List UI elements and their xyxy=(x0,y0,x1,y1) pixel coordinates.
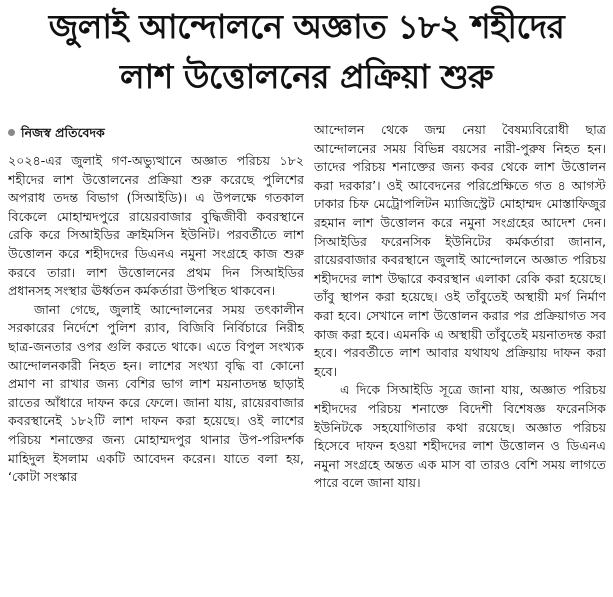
article-column-left xyxy=(8,152,304,592)
body-paragraph: ২০২৪-এর জুলাই গণ-অভ্যুত্থানে অজ্ঞাত পরিচয় ১৮২ শহীদের লাশ উত্তোলনের প্রক্রিয়া শুরু করেছে পুলিশের অপরাধ তদন্ত বিভাগ (সিআইডি)। এ উপলক্ষে গতকাল বিকেলে মোহাম্মদপুরে রায়েরবাজার বুদ্ধিজীবী কবরস্থানে রেকি করে সিআইডির ক্রাইমসিন ইউনিট। পরবর্তীতে লাশ উত্তোলন করে শহীদদের ডিএনএ নমুনা সংগ্রহে কাজ শুরু করবে তারা। লাশ উত্তোলনের প্রথম দিন সিআইডির প্রধানসহ সংস্থার ঊর্ধ্বতন কর্মকর্তারা উপস্থিত থাকবেন। xyxy=(8,153,304,299)
byline xyxy=(8,124,308,142)
article-column-right xyxy=(314,121,606,591)
headline-line-2: লাশ উত্তোলনের প্রক্রিয়া শুরু xyxy=(120,57,493,96)
bullet-icon xyxy=(8,129,15,136)
body-paragraph: এ দিকে সিআইডি সূত্রে জানা যায়, অজ্ঞাত পরিচয় শহীদদের পরিচয় শনাক্তে বিদেশী বিশেষজ্ঞ ফরেনসিক ইউনিটকে সহযোগিতার কথা রয়েছে। অজ্ঞাত পরিচয় হিসেবে দাফন হওয়া শহীদদের লাশ উত্তোলন ও ডিএনএ নমুনা সংগ্রহে অন্তত এক মাস বা তারও বেশি সময় লাগতে পারে বলে জানা যায়। xyxy=(314,382,606,491)
headline xyxy=(0,2,613,102)
headline-line-1: জুলাই আন্দোলনে অজ্ঞাত ১৮২ শহীদের xyxy=(48,7,565,46)
body-paragraph: আন্দোলন থেকে জন্ম নেয়া বৈষম্যবিরোধী ছাত্র আন্দোলনের সময় বিভিন্ন বয়সের নারী-পুরুষ নিহত হন। তাদের পরিচয় শনাক্তের জন্য কবর থেকে লাশ উত্তোলন করা দরকার’। ওই আবেদনের পরিপ্রেক্ষিতে গত ৪ আগস্ট ঢাকার চিফ মেট্রোপলিটন ম্যাজিস্ট্রেট মোহাম্মদ মোস্তাফিজুর রহমান লাশ উত্তোলন করে নমুনা সংগ্রহের আদেশ দেন। সিআইডির ফরেনসিক ইউনিটের কর্মকর্তারা জানান, রায়েরবাজার কবরস্থানে জুলাই আন্দোলনে অজ্ঞাত পরিচয় শহীদদের লাশ উদ্ধারে কবরস্থান এলাকা রেকি করা হয়েছে। তাঁবু স্থাপন করা হয়েছে। ওই তাঁবুতেই অস্থায়ী মর্গ নির্মাণ করা হবে। সেখানে লাশ উত্তোলন করার পর প্রক্রিয়াগত সব কাজ করা হবে। এমনকি এ অস্থায়ী তাঁবুতেই ময়নাতদন্ত করা হবে। পরবর্তীতে লাশ আবার যথাযথ প্রক্রিয়ায় দাফন করা হবে। xyxy=(314,122,606,379)
byline-text: নিজস্ব প্রতিবেদক xyxy=(21,125,105,140)
body-paragraph: জানা গেছে, জুলাই আন্দোলনের সময় তৎকালীন সরকারের নির্দেশে পুলিশ র‌্যাব, বিজিবি নির্বিচারে নিরীহ ছাত্র-জনতার ওপর গুলি করতে থাকে। এতে বিপুল সংখ্যক আন্দোলনকারী নিহত হন। লাশের সংখ্যা বৃদ্ধি বা কোনো প্রমাণ না রাখার জন্য বেশির ভাগ লাশ ময়নাতদন্ত ছাড়াই রাতের আঁধারে দাফন করে ফেলে। জানা যায়, রায়েরবাজার কবরস্থানেই ১৮২টি লাশ দাফন করা হয়েছে। ওই লাশের পরিচয় শনাক্তের জন্য মোহাম্মদপুর থানার উপ-পরিদর্শক মাহিদুল ইসলাম একটি আবেদন করেন। যাতে বলা হয়, ‘কোটা সংস্কার xyxy=(8,301,304,485)
